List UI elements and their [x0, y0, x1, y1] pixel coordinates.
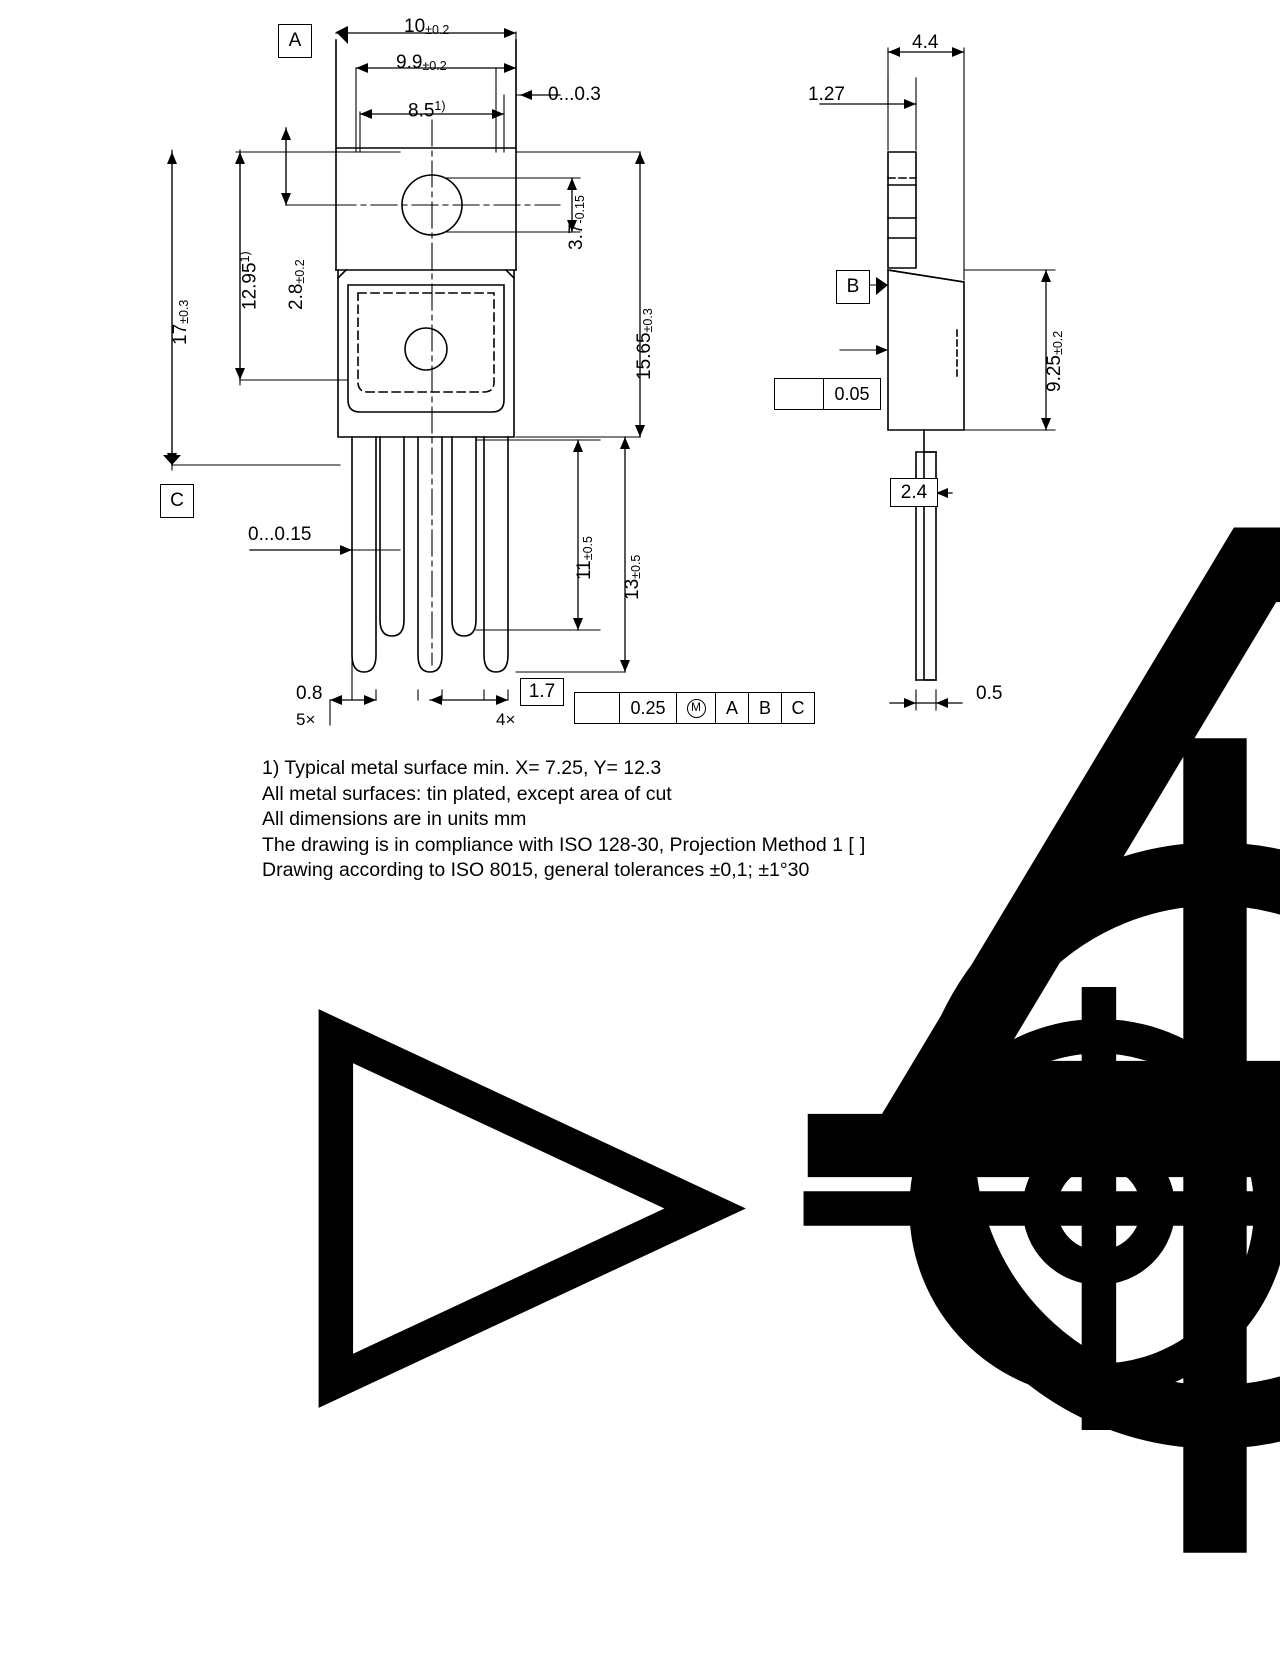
datum-ref-a: A	[716, 693, 749, 723]
note-4-text: The drawing is in compliance with ISO 128-30, Projection Method 1 [	[262, 833, 854, 859]
note-1: 1) Typical metal surface min. X= 7.25, Y= 12.3	[262, 756, 1162, 782]
flatness-symbol	[775, 379, 824, 409]
dim-metal-surface-width: 8.5$^{1)}$	[408, 99, 446, 122]
note-2: All metal surfaces: tin plated, except area of cut	[262, 782, 1162, 808]
datum-b-box: B	[836, 270, 870, 304]
datum-ref-c: C	[782, 693, 814, 723]
dim-edge-offset: 0...0.3	[548, 84, 601, 106]
dim-body-width-overall: 10±0.2	[404, 16, 449, 38]
dim-body-thickness: 4.4	[912, 32, 938, 54]
datum-c-box: C	[160, 484, 194, 518]
side-tab-outline	[888, 152, 916, 268]
dim-overall-height: 17±0.3	[170, 300, 192, 345]
note-3: All dimensions are in units mm	[262, 807, 1162, 833]
dim-tab-height: 12.95$^{1)}$	[238, 251, 261, 310]
position-tolerance: 0.25	[620, 693, 677, 723]
dim-lead-thickness: 0.5	[976, 683, 1002, 705]
note-4	[262, 833, 1162, 859]
datum-a-triangle	[336, 26, 348, 44]
dim-lead-length-long: 13±0.5	[622, 555, 644, 600]
dim-lead-length-short: 11±0.5	[574, 536, 596, 580]
dim-body-height-to-datum: 15.65±0.3	[634, 308, 656, 380]
dim-lead-pitch: 1.7	[520, 678, 564, 706]
body-hole	[405, 328, 447, 370]
dim-tab-thickness: 1.27	[808, 84, 845, 106]
dim-tab-width: 9.9±0.2	[396, 52, 447, 74]
datum-ref-b: B	[749, 693, 782, 723]
mmc-modifier: M	[677, 693, 716, 723]
leads-front	[352, 437, 508, 672]
position-symbol	[575, 693, 620, 723]
dim-lead-width: 0.8	[296, 683, 322, 705]
flatness-feature-control-frame	[774, 378, 881, 410]
dim-lead-pitch-count: 4×	[496, 710, 515, 730]
dimension-lines-front	[172, 33, 640, 700]
flatness-tolerance: 0.05	[824, 379, 880, 409]
drawing-notes	[262, 756, 1162, 884]
tab-outline	[336, 40, 516, 270]
dim-hole-diameter: 3.7-0.15	[566, 195, 588, 250]
dim-lead-offset: 0...0.15	[248, 524, 311, 546]
datum-c-triangle	[163, 455, 181, 465]
metal-area-dashed	[358, 293, 494, 392]
dim-body-length: 9.25±0.2	[1044, 331, 1066, 392]
dim-mounting-hole-to-edge: 2.8±0.2	[286, 259, 308, 310]
extension-lines-front	[172, 32, 640, 725]
body-inner-outline	[348, 285, 504, 412]
datum-b-triangle	[876, 277, 888, 295]
note-4-suffix: ]	[860, 833, 865, 859]
note-5: Drawing according to ISO 8015, general tolerances ±0,1; ±1°30	[262, 858, 1162, 884]
dim-lead-width-count: 5×	[296, 710, 315, 730]
dim-lead-bend-thickness: 2.4	[890, 478, 938, 507]
datum-a-box: A	[278, 24, 312, 58]
